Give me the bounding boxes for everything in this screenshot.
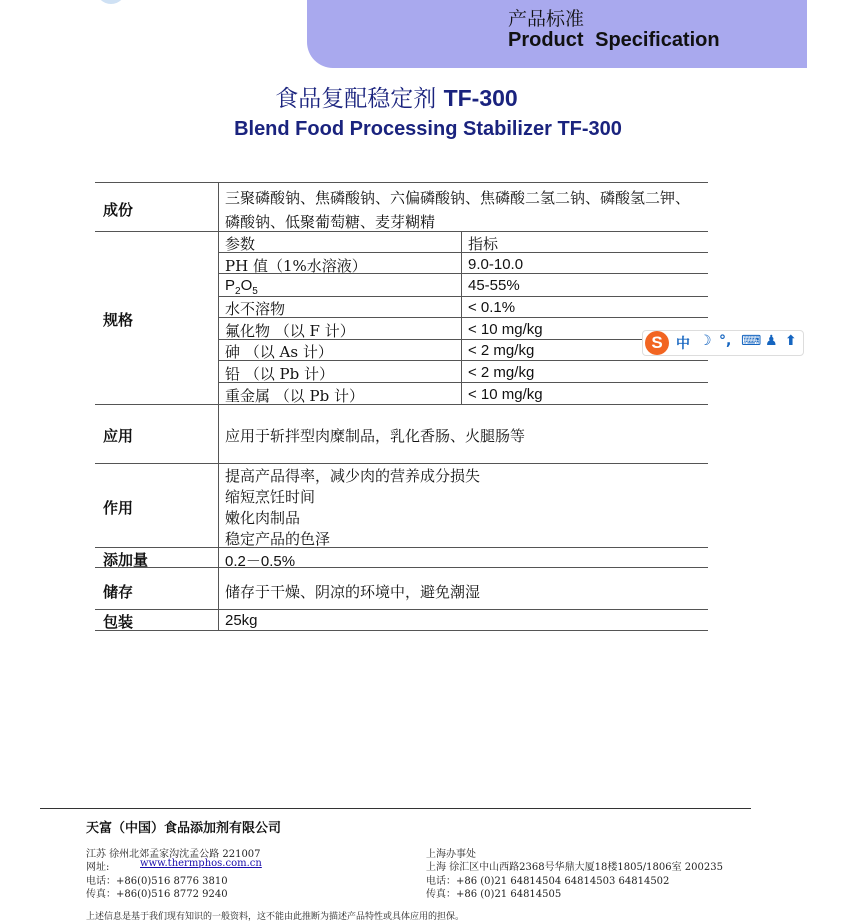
spec-value-lead: < 2 mg/kg xyxy=(468,364,535,381)
label-function: 作用 xyxy=(103,499,134,517)
row-divider xyxy=(218,317,708,318)
row-divider xyxy=(95,567,708,568)
product-title-en: Blend Food Processing Stabilizer TF-300 xyxy=(234,118,622,140)
footer-right-fax: 传真：+86 (0)21 64814505 xyxy=(426,889,562,900)
punctuation-icon[interactable]: °, xyxy=(719,333,732,349)
spec-param-lead: 铅 （以 Pb 计） xyxy=(225,365,334,383)
spec-param-arsenic: 砷 （以 As 计） xyxy=(225,343,333,361)
column-divider xyxy=(461,231,462,404)
label-storage: 储存 xyxy=(103,583,134,601)
footer-web-link[interactable] xyxy=(140,858,262,869)
spec-param-insoluble: 水不溶物 xyxy=(225,300,286,318)
label-application: 应用 xyxy=(103,427,134,445)
company-logo xyxy=(96,0,126,4)
package-text: 25kg xyxy=(225,612,258,629)
label-composition: 成份 xyxy=(103,201,134,219)
company-name: 天富（中国）食品添加剂有限公司 xyxy=(86,821,282,836)
row-divider xyxy=(95,404,708,405)
spec-value-arsenic: < 2 mg/kg xyxy=(468,342,535,359)
product-name-cn: 食品复配稳定剂 xyxy=(275,86,437,112)
spec-param-ph: PH 值（1%水溶液） xyxy=(225,257,367,275)
spec-param-p2o5: $P_2O_5$ xyxy=(225,277,258,297)
spec-header-index: 指标 xyxy=(468,235,499,253)
spec-value-insoluble: < 0.1% xyxy=(468,299,516,316)
function-line: 缩短烹饪时间 xyxy=(225,488,316,506)
footer-left-fax: 传真：+86(0)516 8772 9240 xyxy=(86,889,228,900)
row-divider xyxy=(218,252,708,253)
spec-param-fluoride: 氟化物 （以 F 计） xyxy=(225,322,355,340)
sogou-logo-icon[interactable]: S xyxy=(645,331,669,355)
application-text: 应用于斩拌型肉糜制品，乳化香肠、火腿肠等 xyxy=(225,427,526,445)
user-icon[interactable]: ♟ xyxy=(765,333,778,349)
function-line: 提高产品得率，减少肉的营养成分损失 xyxy=(225,467,481,485)
table-border-bottom xyxy=(95,630,708,631)
spec-value-ph: 9.0-10.0 xyxy=(468,256,524,273)
footer-right-phone: 电话：+86 (0)21 64814504 64814503 64814502 xyxy=(426,876,670,887)
footer-office-title: 上海办事处 xyxy=(426,849,476,860)
disclaimer: 上述信息是基于我们现有知识的一般资料，这不能由此推断为描述产品特性或具体应用的担保。 xyxy=(86,912,465,922)
function-line: 嫩化肉制品 xyxy=(225,509,301,527)
footer-left-address: 江苏 徐州北郊孟家沟沈孟公路 221007 xyxy=(86,849,261,860)
footer-divider xyxy=(40,808,751,809)
label-dosage: 添加量 xyxy=(103,551,149,569)
moon-icon[interactable]: ☽ xyxy=(699,333,712,349)
label-spec: 规格 xyxy=(103,311,134,329)
spec-value-heavy-metals: < 10 mg/kg xyxy=(468,386,543,403)
ime-mode-toggle[interactable]: 中 xyxy=(676,336,690,352)
table-border-top xyxy=(95,182,708,183)
product-code: TF-300 xyxy=(443,85,518,111)
composition-text-line2: 磷酸钠、低聚葡萄糖、麦芽糊精 xyxy=(225,213,436,231)
spec-header-param: 参数 xyxy=(225,235,256,253)
spec-value-p2o5: 45-55% xyxy=(468,277,520,294)
row-divider xyxy=(95,609,708,610)
dosage-text: 0.2－0.5% xyxy=(225,553,296,570)
function-line: 稳定产品的色泽 xyxy=(225,530,331,548)
row-divider xyxy=(95,463,708,464)
spec-value-fluoride: < 10 mg/kg xyxy=(468,321,543,338)
footer-right-address: 上海 徐汇区中山西路2368号华鼎大厦18楼1805/1806室 200235 xyxy=(426,862,723,873)
product-title-cn xyxy=(0,80,793,113)
row-divider xyxy=(218,296,708,297)
column-divider xyxy=(218,182,219,630)
ime-toolbar[interactable] xyxy=(642,330,804,356)
arrow-up-icon[interactable]: ⬆ xyxy=(785,333,797,349)
web-link[interactable]: www.thermphos.com.cn xyxy=(140,858,262,869)
footer-left-phone: 电话：+86(0)516 8776 3810 xyxy=(86,876,228,887)
header-title-cn: 产品标准 xyxy=(508,8,585,30)
spec-param-heavy-metals: 重金属 （以 Pb 计） xyxy=(225,387,364,405)
header-title-en: Product Specification xyxy=(508,29,720,51)
row-divider xyxy=(95,547,708,548)
label-package: 包装 xyxy=(103,613,134,631)
storage-text: 储存于干燥、阴凉的环境中，避免潮湿 xyxy=(225,583,481,601)
keyboard-icon[interactable]: ⌨ xyxy=(741,333,762,349)
footer-web-label: 网址: xyxy=(86,862,110,873)
composition-text-line1: 三聚磷酸钠、焦磷酸钠、六偏磷酸钠、焦磷酸二氢二钠、磷酸氢二钾、 xyxy=(225,189,691,207)
